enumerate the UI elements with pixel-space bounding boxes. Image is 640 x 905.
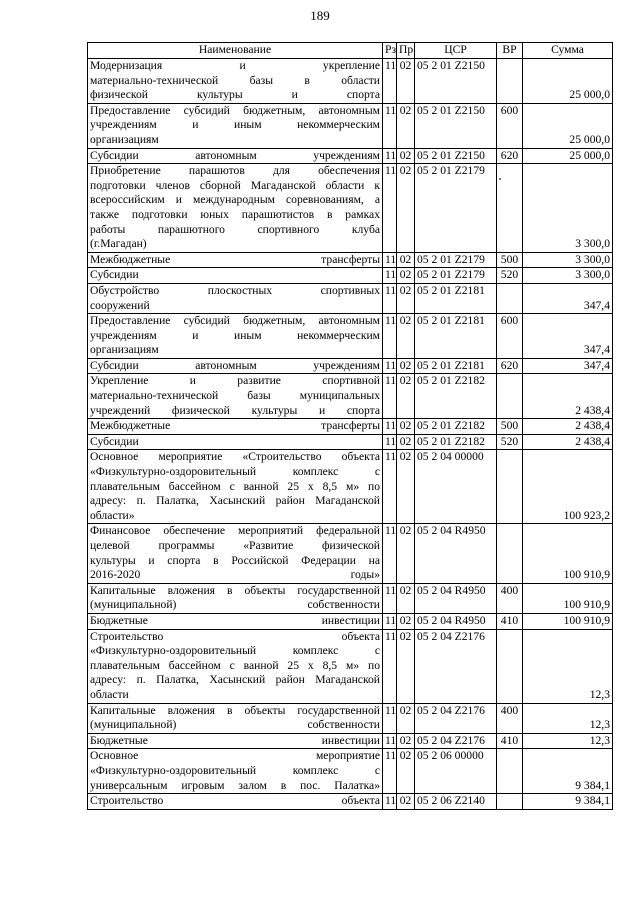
header-pr: Пр bbox=[397, 43, 415, 59]
row-pr-cell: 02 bbox=[397, 703, 415, 733]
row-csr-cell: 05 2 04 R4950 bbox=[415, 524, 497, 583]
row-vr-cell: 500 bbox=[497, 252, 523, 268]
row-vr-cell bbox=[497, 374, 523, 419]
row-vr-cell: 520 bbox=[497, 268, 523, 284]
row-vr-cell bbox=[497, 164, 523, 253]
header-csr: ЦСР bbox=[415, 43, 497, 59]
row-pr-cell: 02 bbox=[397, 268, 415, 284]
row-csr-cell: 05 2 04 00000 bbox=[415, 450, 497, 524]
row-pr-cell: 02 bbox=[397, 103, 415, 148]
row-pr-cell: 02 bbox=[397, 374, 415, 419]
header-rz: Рз bbox=[383, 43, 397, 59]
row-csr-cell: 05 2 01 Z2181 bbox=[415, 314, 497, 359]
row-csr-cell: 05 2 01 Z2150 bbox=[415, 103, 497, 148]
row-vr-cell: 410 bbox=[497, 613, 523, 629]
row-name-cell: Основное мероприятие «Строительство объекта «Физкультурно-оздоровительный комплекс с плавательным бассейном с ванной 25 х 8,5 м» по адресу: п. Палатка, Хасынский район Магаданской области» bbox=[88, 450, 383, 524]
row-pr-cell: 02 bbox=[397, 148, 415, 164]
row-rz-cell: 11 bbox=[383, 794, 397, 810]
row-vr-cell: 500 bbox=[497, 419, 523, 435]
row-csr-cell: 05 2 01 Z2182 bbox=[415, 419, 497, 435]
row-rz-cell: 11 bbox=[383, 749, 397, 794]
row-pr-cell: 02 bbox=[397, 749, 415, 794]
row-name-cell: Предоставление субсидий бюджетным, автономным учреждениям и иным некоммерческим организациям bbox=[88, 314, 383, 359]
row-csr-cell: 05 2 04 Z2176 bbox=[415, 629, 497, 703]
row-sum-cell: 9 384,1 bbox=[523, 794, 613, 810]
row-vr-cell: 400 bbox=[497, 703, 523, 733]
row-rz-cell: 11 bbox=[383, 59, 397, 104]
row-name-cell: Субсидии автономным учреждениям bbox=[88, 148, 383, 164]
row-name-cell: Капитальные вложения в объекты государственной (муниципальной) собственности bbox=[88, 703, 383, 733]
row-sum-cell: 347,4 bbox=[523, 283, 613, 313]
row-sum-cell: 100 910,9 bbox=[523, 613, 613, 629]
table-row bbox=[88, 524, 613, 583]
table-row bbox=[88, 733, 613, 749]
row-vr-cell: 410 bbox=[497, 733, 523, 749]
row-csr-cell: 05 2 01 Z2179 bbox=[415, 164, 497, 253]
row-vr-cell bbox=[497, 59, 523, 104]
row-sum-cell: 9 384,1 bbox=[523, 749, 613, 794]
row-rz-cell: 11 bbox=[383, 374, 397, 419]
row-csr-cell: 05 2 01 Z2179 bbox=[415, 268, 497, 284]
row-sum-cell: 12,3 bbox=[523, 703, 613, 733]
row-csr-cell: 05 2 04 Z2176 bbox=[415, 733, 497, 749]
row-sum-cell: 100 910,9 bbox=[523, 524, 613, 583]
table-row bbox=[88, 268, 613, 284]
row-csr-cell: 05 2 01 Z2150 bbox=[415, 59, 497, 104]
table-row bbox=[88, 794, 613, 810]
scan-speck bbox=[499, 178, 501, 180]
table-body bbox=[88, 59, 613, 810]
row-rz-cell: 11 bbox=[383, 419, 397, 435]
row-csr-cell: 05 2 04 R4950 bbox=[415, 613, 497, 629]
row-name-cell: Обустройство плоскостных спортивных сооружений bbox=[88, 283, 383, 313]
row-rz-cell: 11 bbox=[383, 629, 397, 703]
header-sum: Сумма bbox=[523, 43, 613, 59]
row-csr-cell: 05 2 06 Z2140 bbox=[415, 794, 497, 810]
row-name-cell: Укрепление и развитие спортивной материально-технической базы муниципальных учреждений физической культуры и спорта bbox=[88, 374, 383, 419]
table-row bbox=[88, 103, 613, 148]
row-sum-cell: 12,3 bbox=[523, 733, 613, 749]
row-name-cell: Строительство объекта «Физкультурно-оздоровительный комплекс с плавательным бассейном с ванной 25 х 8,5 м» по адресу: п. Палатка, Хасынский район Магаданской области bbox=[88, 629, 383, 703]
table-row bbox=[88, 703, 613, 733]
row-pr-cell: 02 bbox=[397, 794, 415, 810]
row-name-cell: Бюджетные инвестиции bbox=[88, 613, 383, 629]
table-row bbox=[88, 629, 613, 703]
page-number: 189 bbox=[310, 8, 330, 23]
table-row bbox=[88, 164, 613, 253]
table-row bbox=[88, 583, 613, 613]
row-rz-cell: 11 bbox=[383, 583, 397, 613]
row-name-cell: Субсидии bbox=[88, 268, 383, 284]
row-pr-cell: 02 bbox=[397, 252, 415, 268]
row-sum-cell: 25 000,0 bbox=[523, 103, 613, 148]
row-name-cell: Строительство объекта bbox=[88, 794, 383, 810]
row-sum-cell: 12,3 bbox=[523, 629, 613, 703]
row-vr-cell: 600 bbox=[497, 314, 523, 359]
row-name-cell: Модернизация и укрепление материально-технической базы в области физической культуры и спорта bbox=[88, 59, 383, 104]
row-pr-cell: 02 bbox=[397, 59, 415, 104]
row-vr-cell: 400 bbox=[497, 583, 523, 613]
row-rz-cell: 11 bbox=[383, 733, 397, 749]
row-sum-cell: 347,4 bbox=[523, 358, 613, 374]
row-sum-cell: 3 300,0 bbox=[523, 268, 613, 284]
row-pr-cell: 02 bbox=[397, 358, 415, 374]
row-pr-cell: 02 bbox=[397, 613, 415, 629]
row-pr-cell: 02 bbox=[397, 434, 415, 450]
row-vr-cell bbox=[497, 794, 523, 810]
table-row bbox=[88, 374, 613, 419]
row-pr-cell: 02 bbox=[397, 164, 415, 253]
row-vr-cell: 600 bbox=[497, 103, 523, 148]
row-rz-cell: 11 bbox=[383, 148, 397, 164]
row-rz-cell: 11 bbox=[383, 703, 397, 733]
table-row bbox=[88, 148, 613, 164]
row-csr-cell: 05 2 06 00000 bbox=[415, 749, 497, 794]
table-row bbox=[88, 434, 613, 450]
row-name-cell: Субсидии автономным учреждениям bbox=[88, 358, 383, 374]
row-rz-cell: 11 bbox=[383, 434, 397, 450]
row-sum-cell: 100 923,2 bbox=[523, 450, 613, 524]
table-row bbox=[88, 252, 613, 268]
row-vr-cell bbox=[497, 524, 523, 583]
row-sum-cell: 25 000,0 bbox=[523, 59, 613, 104]
row-csr-cell: 05 2 01 Z2181 bbox=[415, 358, 497, 374]
row-pr-cell: 02 bbox=[397, 629, 415, 703]
row-pr-cell: 02 bbox=[397, 583, 415, 613]
table-row bbox=[88, 283, 613, 313]
row-sum-cell: 3 300,0 bbox=[523, 164, 613, 253]
row-sum-cell: 3 300,0 bbox=[523, 252, 613, 268]
header-name: Наименование bbox=[88, 43, 383, 59]
table-header-row bbox=[88, 43, 613, 59]
row-csr-cell: 05 2 01 Z2150 bbox=[415, 148, 497, 164]
table-row bbox=[88, 450, 613, 524]
row-csr-cell: 05 2 04 R4950 bbox=[415, 583, 497, 613]
row-sum-cell: 347,4 bbox=[523, 314, 613, 359]
row-name-cell: Бюджетные инвестиции bbox=[88, 733, 383, 749]
row-rz-cell: 11 bbox=[383, 268, 397, 284]
row-sum-cell: 2 438,4 bbox=[523, 374, 613, 419]
row-name-cell: Капитальные вложения в объекты государственной (муниципальной) собственности bbox=[88, 583, 383, 613]
row-rz-cell: 11 bbox=[383, 314, 397, 359]
row-pr-cell: 02 bbox=[397, 450, 415, 524]
row-pr-cell: 02 bbox=[397, 524, 415, 583]
header-vr: ВР bbox=[497, 43, 523, 59]
row-pr-cell: 02 bbox=[397, 419, 415, 435]
row-vr-cell bbox=[497, 450, 523, 524]
row-pr-cell: 02 bbox=[397, 733, 415, 749]
row-name-cell: Предоставление субсидий бюджетным, автономным учреждениям и иным некоммерческим организациям bbox=[88, 103, 383, 148]
row-sum-cell: 2 438,4 bbox=[523, 434, 613, 450]
row-vr-cell: 520 bbox=[497, 434, 523, 450]
row-pr-cell: 02 bbox=[397, 283, 415, 313]
row-rz-cell: 11 bbox=[383, 252, 397, 268]
row-name-cell: Основное мероприятие «Физкультурно-оздоровительный комплекс с универсальным игровым залом в пос. Палатка» bbox=[88, 749, 383, 794]
row-rz-cell: 11 bbox=[383, 613, 397, 629]
row-name-cell: Межбюджетные трансферты bbox=[88, 252, 383, 268]
table-row bbox=[88, 613, 613, 629]
row-rz-cell: 11 bbox=[383, 450, 397, 524]
row-vr-cell: 620 bbox=[497, 358, 523, 374]
row-csr-cell: 05 2 01 Z2179 bbox=[415, 252, 497, 268]
row-name-cell: Финансовое обеспечение мероприятий федеральной целевой программы «Развитие физической культуры и спорта в Российской Федерации на 2016-2020 годы» bbox=[88, 524, 383, 583]
row-vr-cell bbox=[497, 749, 523, 794]
table-row bbox=[88, 59, 613, 104]
row-csr-cell: 05 2 01 Z2182 bbox=[415, 374, 497, 419]
row-rz-cell: 11 bbox=[383, 524, 397, 583]
row-rz-cell: 11 bbox=[383, 103, 397, 148]
row-pr-cell: 02 bbox=[397, 314, 415, 359]
row-csr-cell: 05 2 04 Z2176 bbox=[415, 703, 497, 733]
row-vr-cell bbox=[497, 283, 523, 313]
row-csr-cell: 05 2 01 Z2181 bbox=[415, 283, 497, 313]
table-row bbox=[88, 314, 613, 359]
row-name-cell: Межбюджетные трансферты bbox=[88, 419, 383, 435]
row-sum-cell: 25 000,0 bbox=[523, 148, 613, 164]
table-row bbox=[88, 358, 613, 374]
table-row bbox=[88, 749, 613, 794]
row-rz-cell: 11 bbox=[383, 358, 397, 374]
row-rz-cell: 11 bbox=[383, 283, 397, 313]
row-vr-cell bbox=[497, 629, 523, 703]
table-row bbox=[88, 419, 613, 435]
row-vr-cell: 620 bbox=[497, 148, 523, 164]
row-name-cell: Приобретение парашютов для обеспечения подготовки членов сборной Магаданской области к всероссийским и международным соревнованиям, а также подготовки юных парашютистов в рамках работы парашютного спортивного клуба (г.Магадан) bbox=[88, 164, 383, 253]
row-name-cell: Субсидии bbox=[88, 434, 383, 450]
row-sum-cell: 2 438,4 bbox=[523, 419, 613, 435]
row-csr-cell: 05 2 01 Z2182 bbox=[415, 434, 497, 450]
row-rz-cell: 11 bbox=[383, 164, 397, 253]
budget-table bbox=[87, 42, 613, 810]
row-sum-cell: 100 910,9 bbox=[523, 583, 613, 613]
